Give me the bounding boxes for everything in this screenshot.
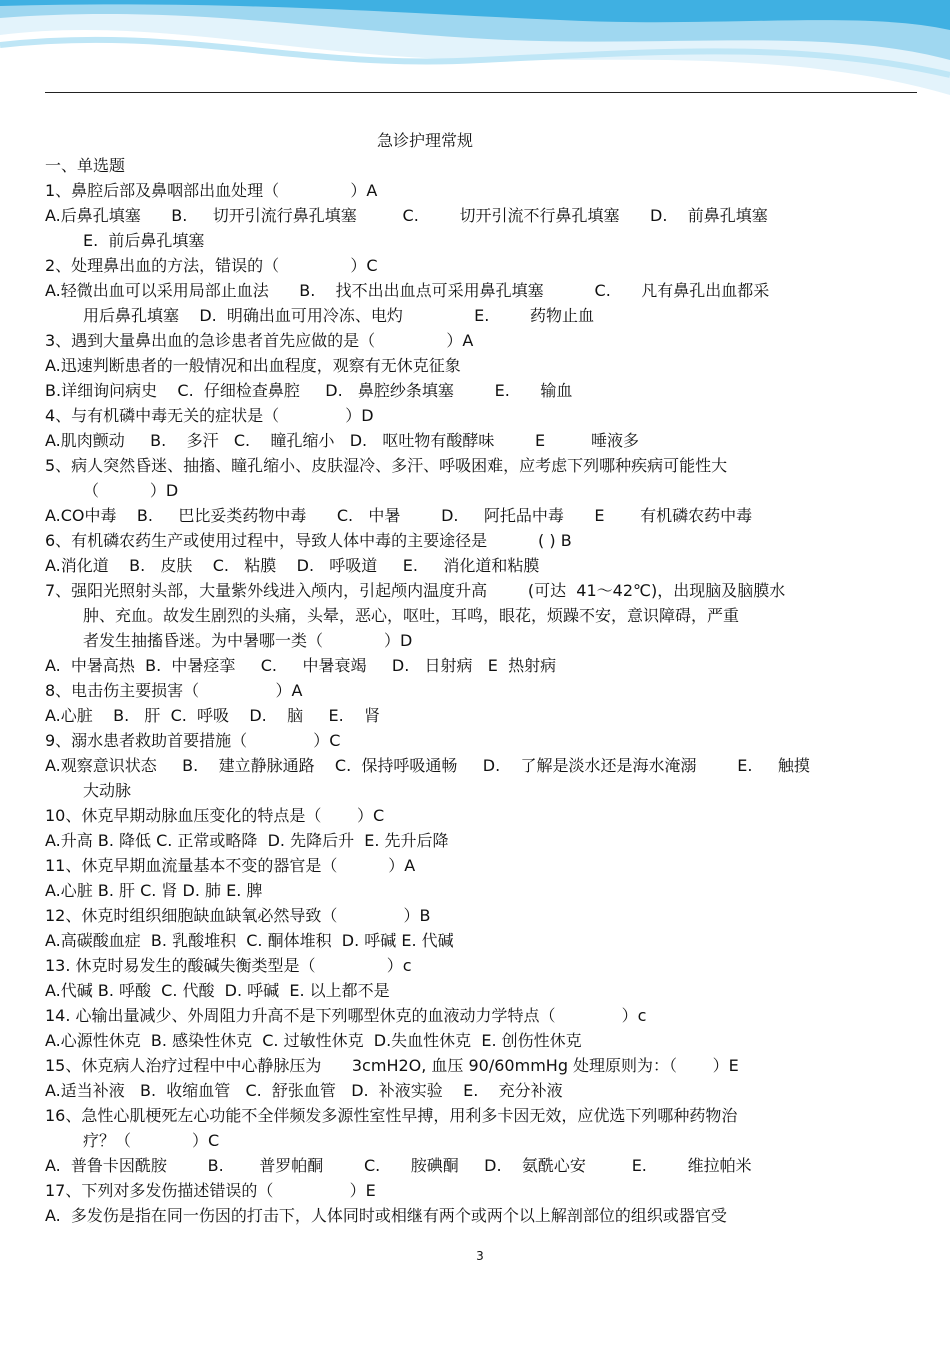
text-line: A. 中暑高热 B. 中暑痉挛 C. 中暑衰竭 D. 日射病 E 热射病: [45, 656, 557, 675]
text-line: A.心脏 B. 肝 C. 肾 D. 肺 E. 脾: [45, 881, 263, 900]
text-line: A. 多发伤是指在同一伤因的打击下，人体同时或相继有两个或两个以上解剖部位的组织或器官受: [45, 1206, 727, 1225]
text-line: A.后鼻孔填塞 B. 切开引流行鼻孔填塞 C. 切开引流不行鼻孔填塞 D. 前鼻孔填塞: [45, 206, 768, 225]
text-line: A.升高 B. 降低 C. 正常或略降 D. 先降后升 E. 先升后降: [45, 831, 449, 850]
header-rule: [45, 92, 917, 93]
text-line: A.肌肉颤动 B. 多汗 C. 瞳孔缩小 D. 呕吐物有酸酵味 E 唾液多: [45, 431, 639, 450]
text-line: 12、休克时组织细胞缺血缺氧必然导致（ ）B: [45, 906, 431, 925]
decorative-wave-header: [0, 0, 950, 130]
text-line: 15、休克病人治疗过程中中心静脉压为 3cmH2O, 血压 90/60mmHg 处理原则为：（ ）E: [45, 1056, 739, 1075]
text-line: 疗？（ ）C: [83, 1131, 220, 1150]
text-line: 7、强阳光照射头部，大量紫外线进入颅内，引起颅内温度升高 (可达 41～42℃)，出现脑及脑膜水: [45, 581, 786, 600]
text-line: 13. 休克时易发生的酸碱失衡类型是（ ）c: [45, 956, 412, 975]
text-line: 11、休克早期血流量基本不变的器官是（ ）A: [45, 856, 416, 875]
text-line: 肿、充血。故发生剧烈的头痛，头晕，恶心，呕吐，耳鸣，眼花，烦躁不安，意识障碍，严重: [83, 606, 740, 625]
text-line: 17、下列对多发伤描述错误的（ ）E: [45, 1181, 376, 1200]
text-line: 16、急性心肌梗死左心功能不全伴频发多源性室性早搏，用利多卡因无效，应优选下列哪种药物治: [45, 1106, 738, 1125]
text-line: A.观察意识状态 B. 建立静脉通路 C. 保持呼吸通畅 D. 了解是淡水还是海水淹溺 E. 触摸: [45, 756, 810, 775]
document-body: [45, 153, 905, 1228]
text-line: A. 普鲁卡因酰胺 B. 普罗帕酮 C. 胺碘酮 D. 氨酰心安 E. 维拉帕米: [45, 1156, 752, 1175]
text-line: A.适当补液 B. 收缩血管 C. 舒张血管 D. 补液实验 E. 充分补液: [45, 1081, 563, 1100]
document-title: 急诊护理常规: [376, 131, 473, 150]
text-line: 3、遇到大量鼻出血的急诊患者首先应做的是（ ）A: [45, 331, 474, 350]
text-line: 一、单选题: [45, 156, 126, 175]
text-line: 6、有机磷农药生产或使用过程中，导致人体中毒的主要途径是 ( ) B: [45, 531, 572, 550]
text-line: A.心脏 B. 肝 C. 呼吸 D. 脑 E. 肾: [45, 706, 381, 725]
text-line: 4、与有机磷中毒无关的症状是（ ）D: [45, 406, 374, 425]
page-number: 3: [476, 1249, 484, 1263]
text-line: 5、病人突然昏迷、抽搐、瞳孔缩小、皮肤湿冷、多汗、呼吸困难，应考虑下列哪种疾病可能性大: [45, 456, 728, 475]
text-line: 1、鼻腔后部及鼻咽部出血处理（ ）A: [45, 181, 378, 200]
text-line: A.代碱 B. 呼酸 C. 代酸 D. 呼碱 E. 以上都不是: [45, 981, 390, 1000]
text-line: 者发生抽搐昏迷。为中暑哪一类（ ）D: [83, 631, 413, 650]
text-line: 9、溺水患者救助首要措施（ ）C: [45, 731, 341, 750]
text-line: A.CO中毒 B. 巴比妥类药物中毒 C. 中暑 D. 阿托品中毒 E 有机磷农药中毒: [45, 506, 753, 525]
text-line: A.消化道 B. 皮肤 C. 粘膜 D. 呼吸道 E. 消化道和粘膜: [45, 556, 540, 575]
text-line: 2、处理鼻出血的方法，错误的（ ）C: [45, 256, 378, 275]
text-line: （ ）D: [83, 481, 179, 500]
text-line: 8、电击伤主要损害（ ）A: [45, 681, 303, 700]
text-line: 大动脉: [83, 781, 132, 800]
text-line: A.轻微出血可以采用局部止血法 B. 找不出出血点可采用鼻孔填塞 C. 凡有鼻孔出血都采: [45, 281, 770, 300]
text-line: 用后鼻孔填塞 D. 明确出血可用冷冻、电灼 E. 药物止血: [83, 306, 595, 325]
text-line: E. 前后鼻孔填塞: [83, 231, 205, 250]
text-line: 14. 心输出量减少、外周阻力升高不是下列哪型休克的血液动力学特点（ ）c: [45, 1006, 647, 1025]
text-line: B.详细询问病史 C. 仔细检查鼻腔 D. 鼻腔纱条填塞 E. 输血: [45, 381, 573, 400]
text-line: A.心源性休克 B. 感染性休克 C. 过敏性休克 D.失血性休克 E. 创伤性休克: [45, 1031, 582, 1050]
text-line: 10、休克早期动脉血压变化的特点是（ ）C: [45, 806, 385, 825]
text-line: A.迅速判断患者的一般情况和出血程度，观察有无休克征象: [45, 356, 461, 375]
text-line: A.高碳酸血症 B. 乳酸堆积 C. 酮体堆积 D. 呼碱 E. 代碱: [45, 931, 454, 950]
